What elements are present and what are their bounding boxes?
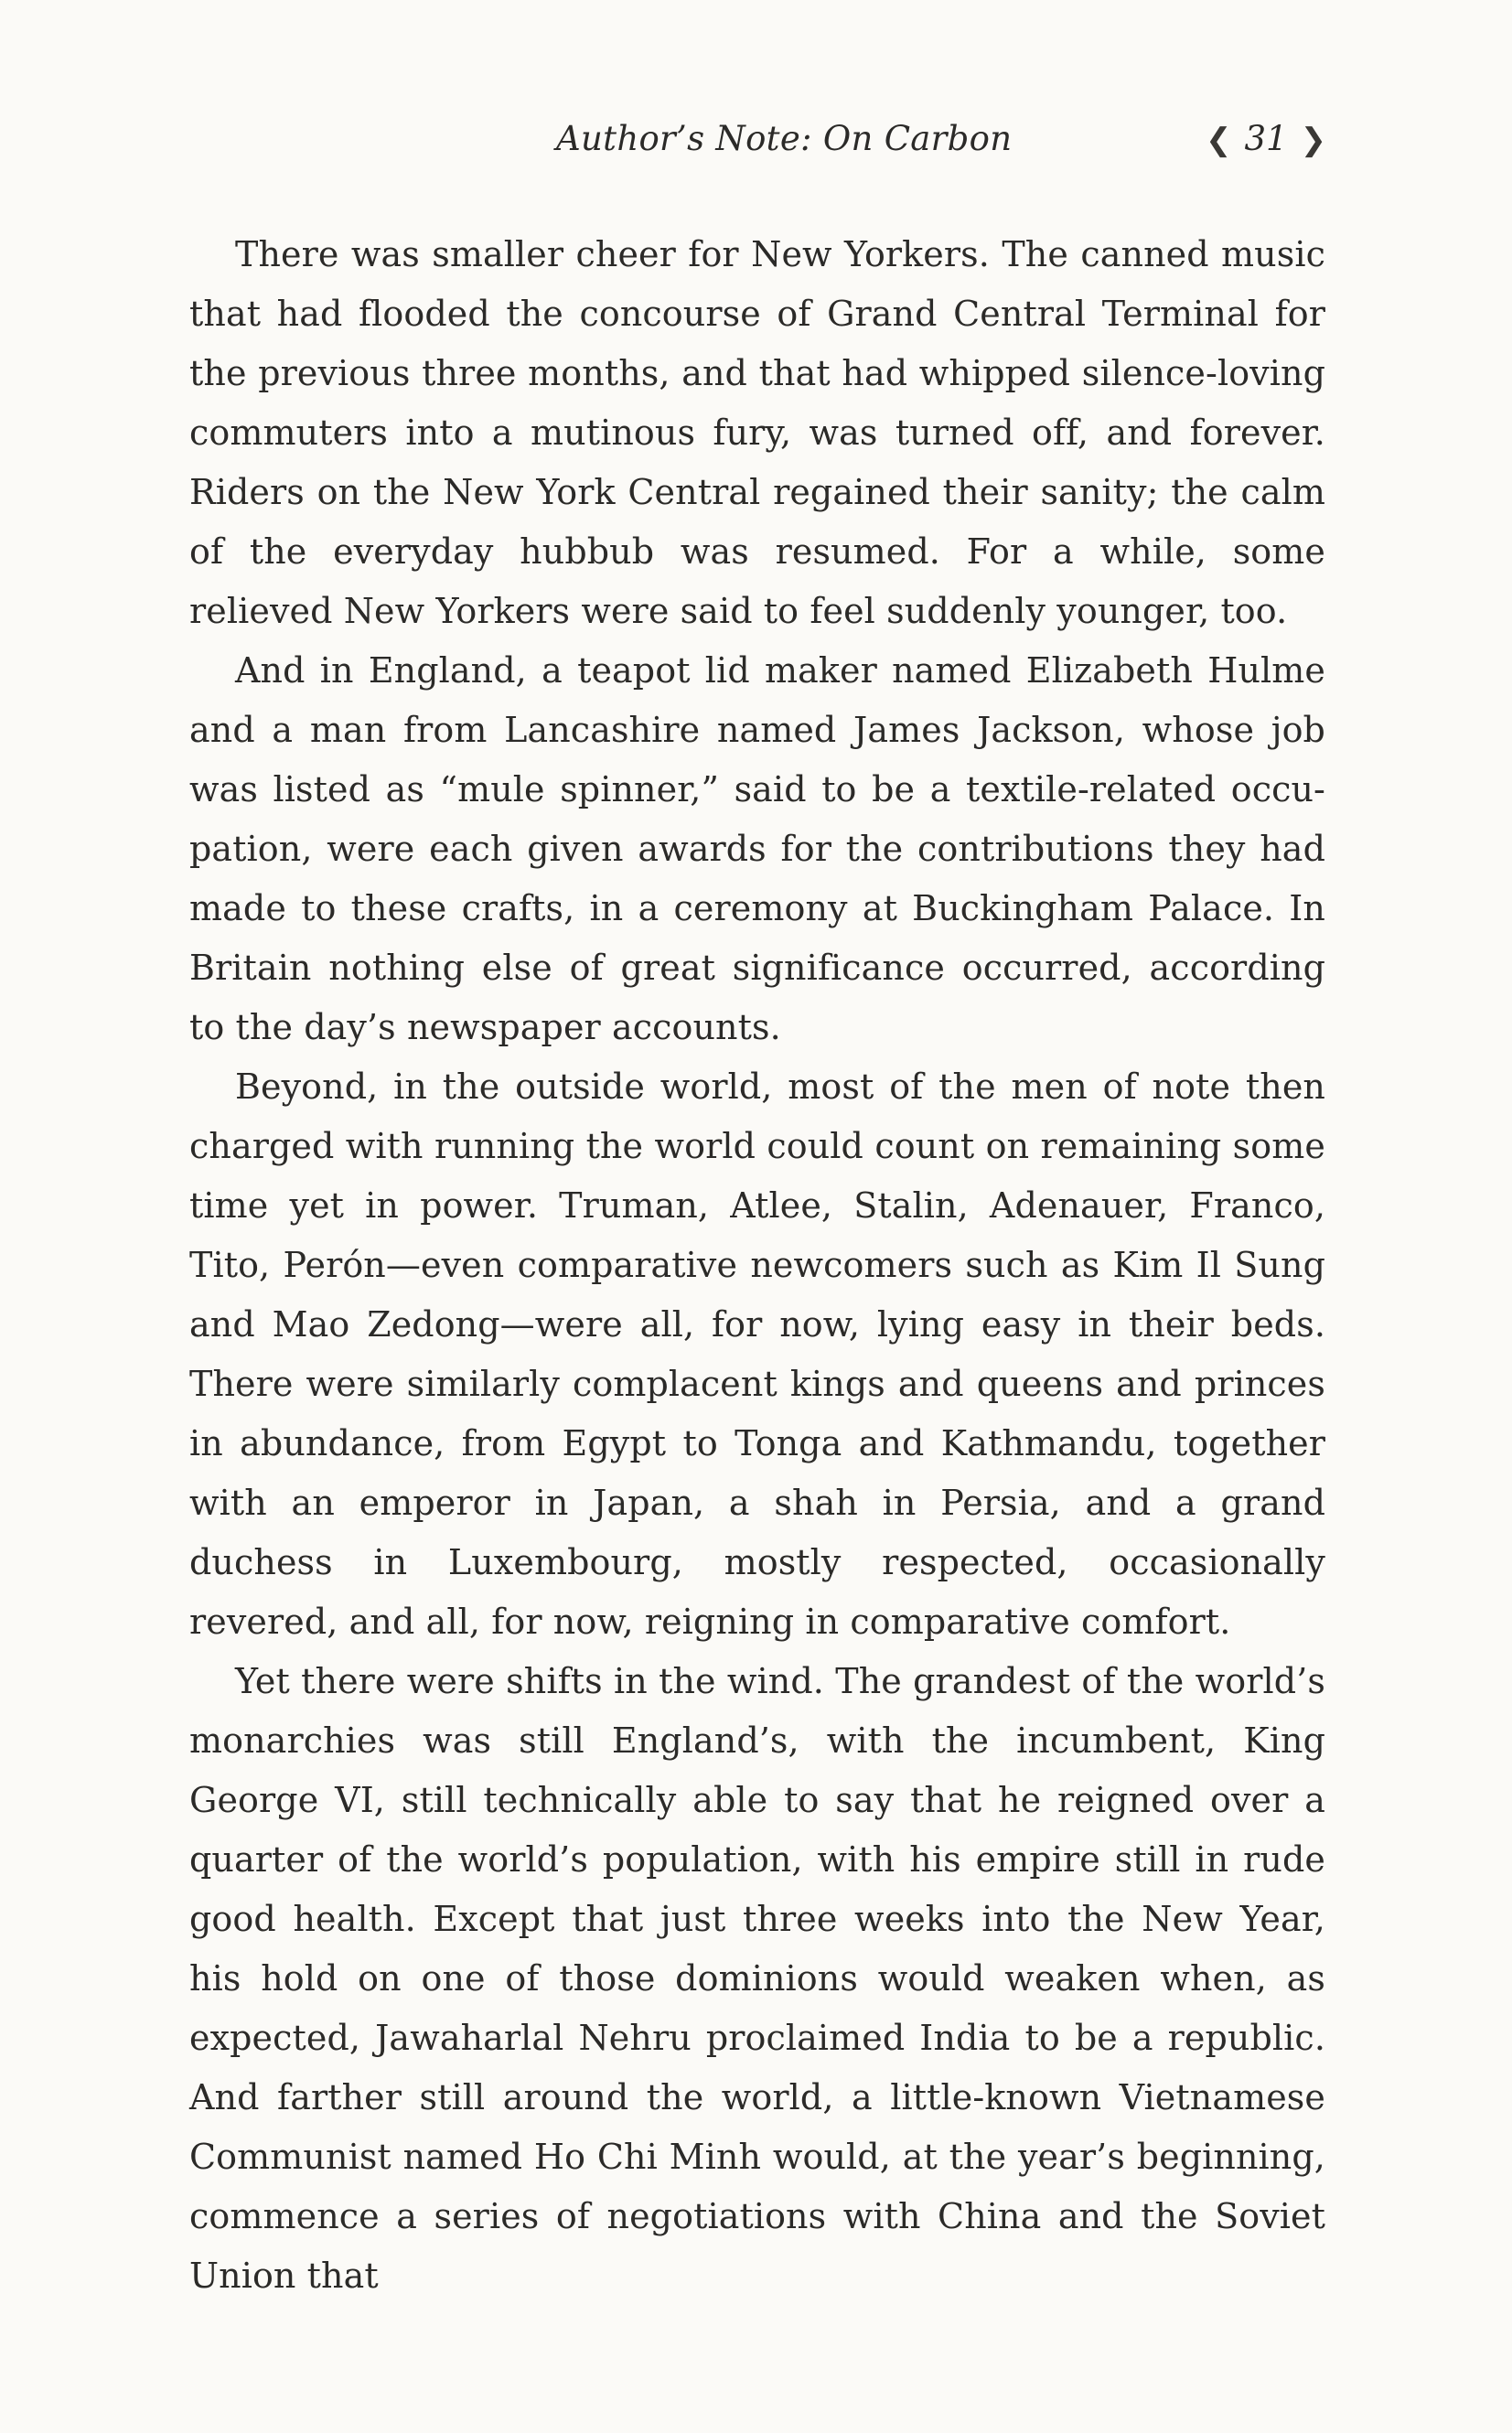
- paragraph: Beyond, in the outside world, most of the men of note then charged with running the world could count on remaining some time yet in power. Truman, Atlee, Stalin, Adenauer, Franco, Tito, Perón—even comparative newcomers such as Kim Il Sung and Mao Zedong—were all, for now, lying easy in their beds. There were similarly complacent kings and queens and princes in abundance, from Egypt to Tonga and Kathmandu, together with an emperor in Japan, a shah in Persia, and a grand duchess in Luxembourg, mostly respected, occasionally revered, and all, for now, reigning in comparative comfort.: [189, 1066, 1325, 1642]
- paragraph: And in England, a teapot lid maker named Elizabeth Hulme and a man from Lancashire named James Jackson, whose job was listed as “mule spinner,” said to be a textile-related occu- pation, were each given awards for the contributions they had made to these crafts, in a ceremony at Buckingham Palace. In Britain nothing else of great significance occurred, according to the day’s newspaper accounts.: [189, 650, 1325, 1047]
- ornament-left-icon: ❮: [1206, 122, 1232, 158]
- paragraph: There was smaller cheer for New Yorkers. The canned music that had flooded the concourse of Grand Central Terminal for the previous three months, and that had whipped silence-loving commuters into a mutinous fury, was turned off, and forever. Riders on the New York Central regained their sanity; the calm of the everyday hubbub was resumed. For a while, some relieved New Yorkers were said to feel suddenly younger, too.: [189, 234, 1325, 631]
- page-number-group: [1206, 112, 1326, 167]
- page-number: 31: [1244, 119, 1288, 158]
- running-title: Author’s Note: On Carbon: [556, 119, 1013, 158]
- running-head: [0, 112, 1512, 166]
- body-text: [189, 225, 1325, 2306]
- ornament-right-icon: ❯: [1300, 122, 1327, 158]
- paragraph: Yet there were shifts in the wind. The grandest of the world’s monarchies was still England’s, with the incumbent, King George VI, still technically able to say that he reigned over a quarter of the world’s population, with his empire still in rude good health. Except that just three weeks into the New Year, his hold on one of those dominions would weaken when, as expected, Jawaharlal Nehru proclaimed India to be a republic. And farther still around the world, a little-known Vietnamese Communist named Ho Chi Minh would, at the year’s beginning, commence a series of negotiations with China and the Soviet Union that: [189, 1661, 1325, 2296]
